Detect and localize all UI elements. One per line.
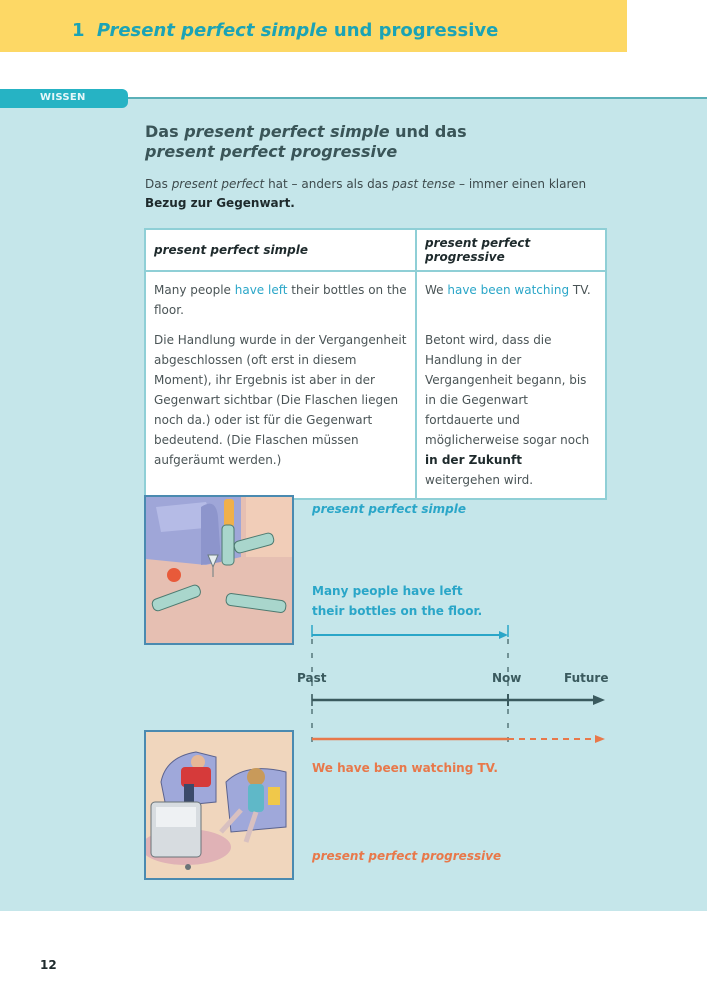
- bottles-illustration: [144, 495, 294, 645]
- intro-emphasis: Bezug zur Gegenwart.: [145, 196, 295, 210]
- timeline-past-label: Past: [297, 671, 327, 685]
- chapter-title: [72, 20, 498, 41]
- example-text: TV.: [572, 283, 591, 297]
- explanation-text: Betont wird, dass die Handlung in der Vergangenheit begann, bis in die Gegenwart fortdauerte und möglicherweise sogar noch: [425, 333, 590, 447]
- heading-term: present perfect progressive: [145, 142, 398, 161]
- comparison-table: [144, 228, 607, 500]
- heading-text: und das: [395, 122, 467, 141]
- explanation-simple: Die Handlung wurde in der Vergangenheit abgeschlossen (oft erst in diesem Moment), ihr Ergebnis ist aber in der Gegenwart sichtbar (Die Flaschen liegen noch da.) oder ist für die Gegenwart bedeutend. (Die Flaschen müssen aufgeräumt werden.): [145, 324, 416, 499]
- header-simple: present perfect simple: [145, 229, 416, 271]
- intro-text: – immer einen klaren: [459, 177, 587, 191]
- simple-arrow-head: [499, 631, 508, 639]
- intro-term: past tense: [392, 177, 456, 191]
- progressive-label: present perfect progressive: [312, 849, 502, 863]
- explanation-emphasis: in der Zukunft: [425, 453, 522, 467]
- header-progressive: present perfect progressive: [416, 229, 606, 271]
- heading-term: present perfect simple: [184, 122, 390, 141]
- simple-label: present perfect simple: [312, 502, 467, 516]
- timeline-future-label: Future: [564, 671, 609, 685]
- table-row-examples: [145, 271, 606, 324]
- intro-text: Das: [145, 177, 168, 191]
- page-number: 12: [40, 958, 57, 972]
- example-verb: have been watching: [447, 283, 570, 297]
- tv-watching-image: [146, 732, 292, 878]
- example-text: Many people: [154, 283, 231, 297]
- section-tab: [0, 89, 128, 108]
- example-simple: [145, 271, 416, 324]
- section-tab-label: WISSEN: [40, 92, 86, 103]
- table-header-row: [145, 229, 606, 271]
- section-divider: [120, 97, 707, 99]
- explanation-progressive: [416, 324, 606, 499]
- progressive-arrow-head: [595, 735, 605, 743]
- explanation-text: weitergehen wird.: [425, 473, 534, 487]
- example-progressive: [416, 271, 606, 324]
- intro-text: hat – anders als das: [268, 177, 389, 191]
- example-text: their bottles on the floor.: [154, 283, 407, 317]
- bottles-image: [146, 497, 292, 643]
- table-row-explanations: [145, 324, 606, 499]
- intro-term: present perfect: [171, 177, 265, 191]
- tv-watching-illustration: [144, 730, 294, 880]
- timeline-now-label: Now: [492, 671, 522, 685]
- simple-example-line: Many people have left: [312, 584, 463, 598]
- heading-text: Das: [145, 122, 179, 141]
- chapter-title-italic: Present perfect simple: [96, 20, 328, 41]
- section-heading: [145, 122, 467, 162]
- chapter-title-rest: und progressive: [333, 20, 499, 41]
- intro-paragraph: [145, 175, 615, 213]
- timeline-diagram: [295, 615, 615, 765]
- chapter-number: 1: [72, 20, 85, 41]
- example-text: We: [425, 283, 444, 297]
- simple-example-line: their bottles on the floor.: [312, 604, 483, 618]
- time-axis-arrow: [593, 695, 605, 705]
- example-verb: have left: [234, 283, 288, 297]
- progressive-example: We have been watching TV.: [312, 761, 498, 775]
